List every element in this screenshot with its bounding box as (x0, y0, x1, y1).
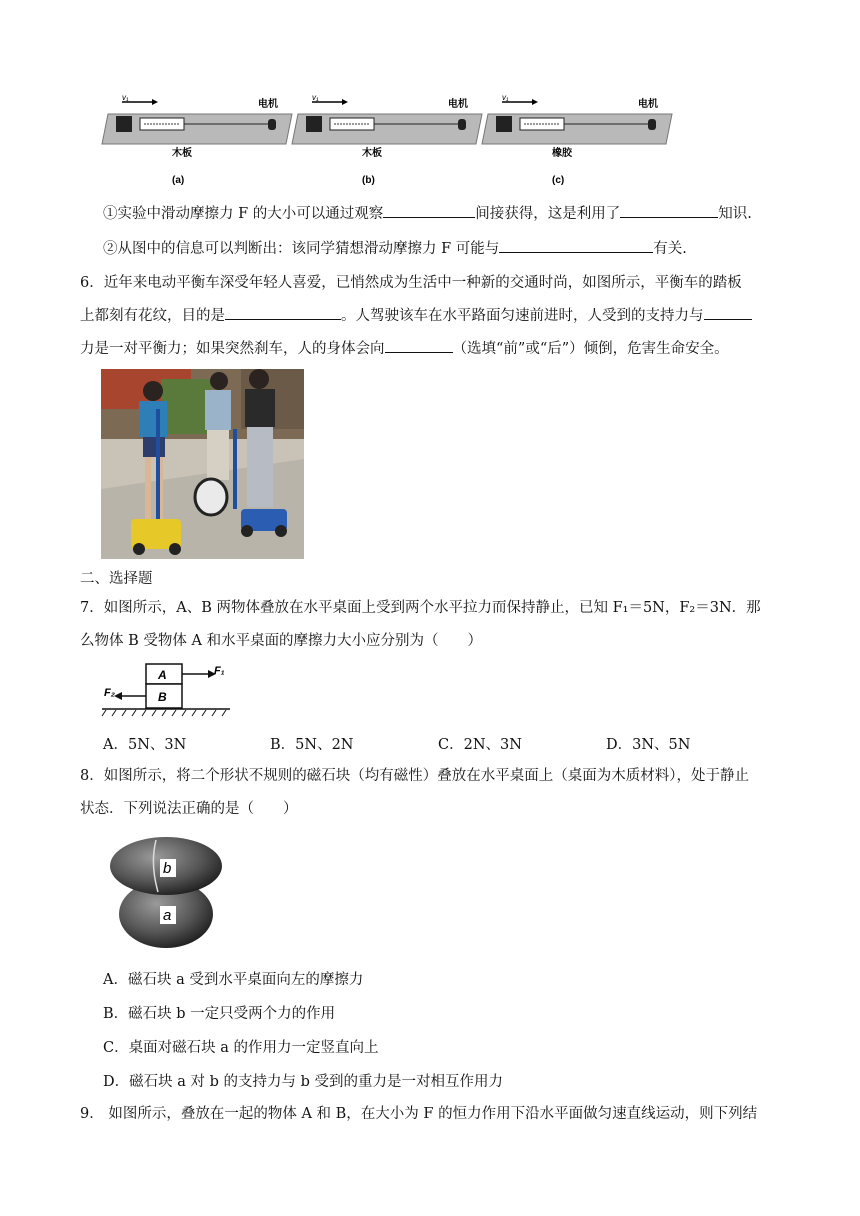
q6-line-3 (80, 338, 729, 359)
q6-line-1: 6．近年来电动平衡车深受年轻人喜爱，已悄然成为生活中一种新的交通时尚，如图所示，平衡车的踏板 (80, 275, 742, 291)
text: 有关. (653, 241, 687, 257)
q8-option-c[interactable]: C．桌面对磁石块 a 的作用力一定竖直向上 (103, 1040, 379, 1056)
text: （选填“前”或“后”）倾倒，危害生命安全。 (452, 341, 729, 357)
text: 上都刻有花纹，目的是 (80, 308, 225, 324)
q7-option-c[interactable]: C．2N、3N (438, 737, 522, 753)
q8-option-a[interactable]: A．磁石块 a 受到水平桌面向左的摩擦力 (103, 972, 364, 988)
block-b-label: B (158, 690, 167, 704)
force-f1-label: F₁ (214, 665, 225, 677)
q5-subquestion-1 (103, 203, 752, 224)
text: 。人驾驶该车在水平路面匀速前进时，人受到的支持力与 (341, 308, 704, 324)
force-f2-label: F₂ (104, 687, 115, 699)
motor-label: 电机 (448, 99, 468, 110)
q7-option-d[interactable]: D．3N、5N (606, 737, 691, 753)
text: 间接获得，这是利用了 (475, 206, 621, 222)
q5-subquestion-2 (103, 238, 687, 259)
answer-blank[interactable] (383, 203, 475, 218)
q8-line-2: 状态．下列说法正确的是（ ） (80, 801, 298, 817)
q8-line-1: 8．如图所示，将二个形状不规则的磁石块（均有磁性）叠放在水平桌面上（桌面为木质材料），处于静止 (80, 768, 749, 784)
answer-blank[interactable] (499, 238, 653, 253)
q9-line-1: 9． 如图所示，叠放在一起的物体 A 和 B，在大小为 F 的恒力作用下沿水平面做匀速直线运动，则下列结 (80, 1106, 758, 1122)
velocity-label: v₁ (312, 93, 319, 102)
panel-b (292, 93, 482, 186)
block-a-label: A (158, 668, 167, 682)
panel-a (102, 93, 292, 186)
motor-label: 电机 (638, 99, 658, 110)
text: ②从图中的信息可以判断出：该同学猜想滑动摩擦力 F 可能与 (103, 241, 500, 257)
q7-option-b[interactable]: B．5N、2N (270, 737, 354, 753)
q6-line-2 (80, 305, 752, 326)
answer-blank[interactable] (620, 203, 718, 218)
panel-c (482, 93, 672, 186)
answer-blank[interactable] (704, 305, 752, 320)
panel-label: (c) (552, 175, 565, 186)
text: 力是一对平衡力；如果突然刹车，人的身体会向 (80, 341, 385, 357)
q8-option-b[interactable]: B．磁石块 b 一定只受两个力的作用 (103, 1006, 336, 1022)
board-label: 橡胶 (552, 148, 572, 159)
answer-blank[interactable] (385, 338, 453, 353)
answer-blank[interactable] (225, 305, 341, 320)
motor-label: 电机 (258, 99, 278, 110)
q7-line-2: 么物体 B 受物体 A 和水平桌面的摩擦力大小应分别为（ ） (80, 633, 483, 649)
velocity-label: v₁ (122, 93, 129, 102)
q7-option-a[interactable]: A．5N、3N (103, 737, 187, 753)
velocity-label: v₁ (502, 93, 509, 102)
stone-b-label: b (163, 860, 172, 877)
panel-label: (b) (362, 175, 375, 186)
text: ①实验中滑动摩擦力 F 的大小可以通过观察 (103, 206, 384, 222)
q7-line-1: 7．如图所示，A、B 两物体叠放在水平桌面上受到两个水平拉力而保持静止，已知 F₁＝5N，F₂＝3N．那 (80, 600, 761, 616)
stacked-blocks-figure (100, 660, 240, 720)
board-label: 木板 (172, 148, 192, 159)
magnet-stones-figure (104, 834, 224, 950)
friction-experiment-figure (100, 92, 680, 190)
q8-option-d[interactable]: D．磁石块 a 对 b 的支持力与 b 受到的重力是一对相互作用力 (103, 1074, 503, 1090)
section-heading: 二、选择题 (80, 571, 153, 587)
stone-a-label: a (163, 907, 172, 924)
board-label: 木板 (362, 148, 382, 159)
panel-label: (a) (172, 175, 185, 186)
text: 知识. (718, 206, 752, 222)
balance-scooter-photo (101, 369, 304, 559)
